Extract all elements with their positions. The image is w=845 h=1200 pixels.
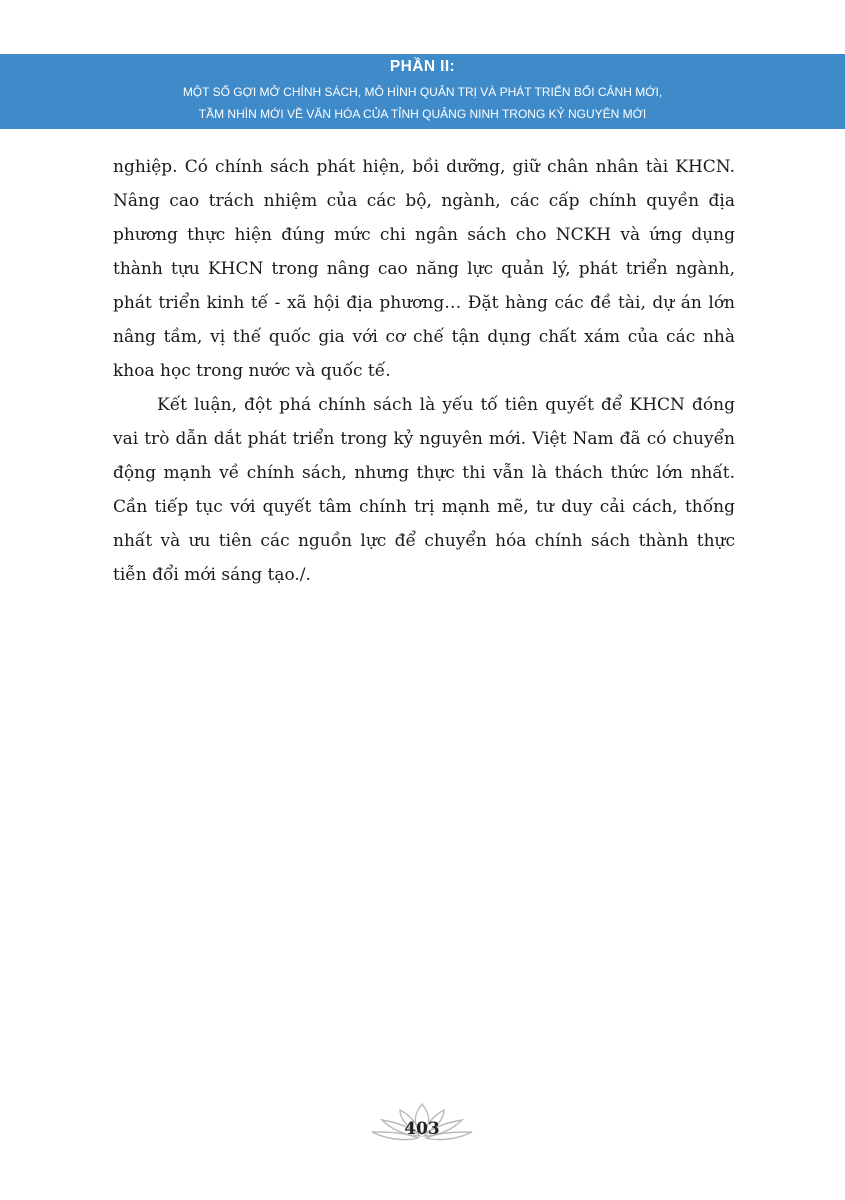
- page-number: 403: [404, 1119, 440, 1139]
- chapter-header-band: [0, 54, 845, 129]
- part-subtitle-line-2: TẦM NHÌN MỚI VỀ VĂN HÓA CỦA TỈNH QUẢNG NINH TRONG KỶ NGUYÊN MỚI: [198, 107, 647, 121]
- part-subtitle-line-1: MỘT SỐ GỢI MỞ CHÍNH SÁCH, MÔ HÌNH QUẢN TRỊ VÀ PHÁT TRIỂN BỐI CẢNH MỚI,: [182, 85, 663, 99]
- part-title: PHẦN II:: [389, 58, 456, 75]
- body-text: [113, 150, 735, 592]
- paragraph-conclusion: Kết luận, đột phá chính sách là yếu tố tiên quyết để KHCN đóng vai trò dẫn dắt phát triển trong kỷ nguyên mới. Việt Nam đã có chuyển động mạnh về chính sách, nhưng thực thi vẫn là thách thức lớn nhất. Cần tiếp tục với quyết tâm chính trị mạnh mẽ, tư duy cải cách, thống nhất và ưu tiên các nguồn lực để chuyển hóa chính sách thành thực tiễn đổi mới sáng tạo./.: [113, 395, 735, 585]
- paragraph-continued: nghiệp. Có chính sách phát hiện, bồi dưỡng, giữ chân nhân tài KHCN. Nâng cao trách nhiệm của các bộ, ngành, các cấp chính quyền địa phương thực hiện đúng mức chi ngân sách cho NCKH và ứng dụng thành tựu KHCN trong nâng cao năng lực quản lý, phát triển ngành, phát triển kinh tế - xã hội địa phương… Đặt hàng các đề tài, dự án lớn nâng tầm, vị thế quốc gia với cơ chế tận dụng chất xám của các nhà khoa học trong nước và quốc tế.: [113, 157, 735, 381]
